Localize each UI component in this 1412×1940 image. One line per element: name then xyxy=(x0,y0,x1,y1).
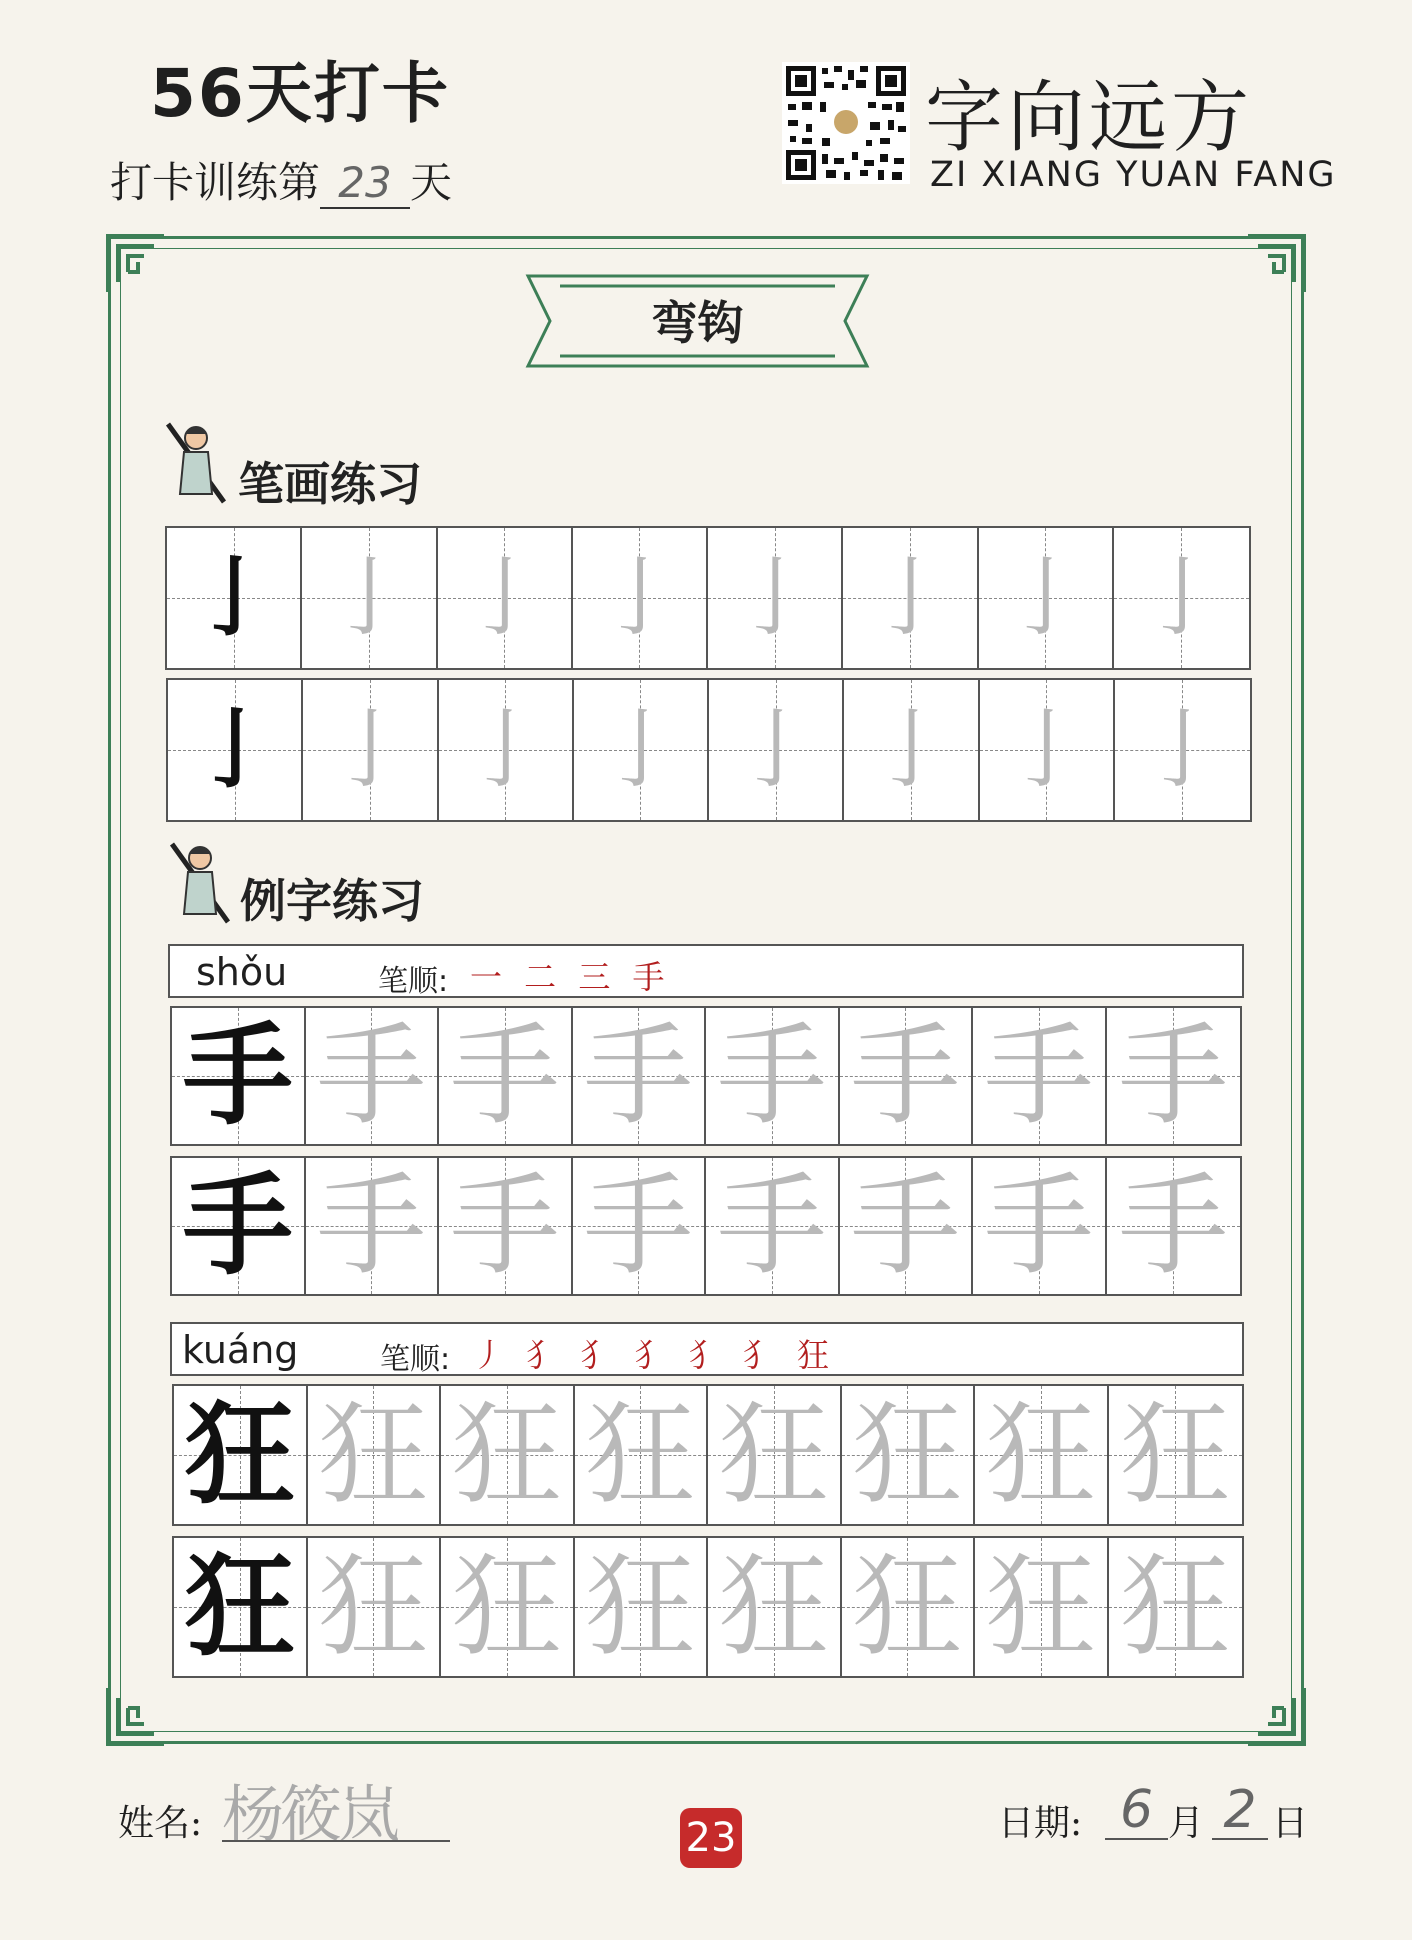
practice-cell-trace[interactable] xyxy=(1114,528,1249,668)
practice-cell-trace[interactable] xyxy=(973,1008,1107,1144)
trace-char: 狂 xyxy=(718,1391,829,1519)
stroke-order-sequence: 丿 犭 犭 犭 犭 犭 狂 xyxy=(472,1336,836,1374)
trace-stroke: 亅 xyxy=(866,548,953,648)
practice-cell-trace[interactable] xyxy=(439,1008,573,1144)
trace-char: 狂 xyxy=(985,1543,1096,1671)
practice-cell-trace[interactable] xyxy=(1109,1538,1243,1676)
trace-char: 狂 xyxy=(585,1391,696,1519)
practice-cell-trace[interactable] xyxy=(308,1538,442,1676)
date-day-field[interactable]: 2 xyxy=(1223,1780,1257,1840)
practice-cell-trace[interactable] xyxy=(708,1538,842,1676)
trace-char: 手 xyxy=(850,1162,961,1290)
trace-char: 手 xyxy=(583,1012,694,1140)
day-suffix: 天 xyxy=(410,158,453,207)
trace-stroke: 亅 xyxy=(1139,700,1226,800)
practice-cell-model xyxy=(174,1538,308,1676)
practice-cell-trace[interactable] xyxy=(975,1538,1109,1676)
trace-stroke: 亅 xyxy=(1003,700,1090,800)
trace-stroke: 亅 xyxy=(597,700,684,800)
practice-cell-trace[interactable] xyxy=(573,1008,707,1144)
char-info-bar xyxy=(170,1322,1244,1376)
scholar-brush-icon xyxy=(162,420,232,504)
trace-char: 手 xyxy=(716,1162,827,1290)
date-label: 日期: xyxy=(998,1803,1083,1844)
worksheet-title: 56天打卡 xyxy=(150,55,450,132)
char-practice-row xyxy=(170,1006,1242,1146)
trace-char: 手 xyxy=(1118,1012,1229,1140)
practice-cell-trace[interactable] xyxy=(843,528,978,668)
trace-char: 狂 xyxy=(852,1391,963,1519)
date-month-underline xyxy=(1105,1838,1168,1840)
stroke-order-label: 笔顺: xyxy=(378,964,449,999)
page-number-badge: 23 xyxy=(680,1808,742,1868)
char-info-bar xyxy=(168,944,1244,998)
model-char: 狂 xyxy=(184,1390,295,1519)
model-char: 手 xyxy=(182,1011,293,1140)
char-practice-row xyxy=(172,1536,1244,1678)
check-in-day-line xyxy=(110,150,452,210)
stroke-order-label: 笔顺: xyxy=(380,1342,451,1377)
practice-cell-trace[interactable] xyxy=(842,1538,976,1676)
date-day-underline xyxy=(1212,1838,1268,1840)
practice-cell-model xyxy=(172,1008,306,1144)
trace-stroke: 亅 xyxy=(867,700,954,800)
trace-char: 手 xyxy=(716,1012,827,1140)
trace-stroke: 亅 xyxy=(732,700,819,800)
trace-char: 狂 xyxy=(451,1391,562,1519)
trace-char: 狂 xyxy=(1120,1391,1231,1519)
brand-name: 字向远方 xyxy=(925,73,1254,163)
practice-cell-trace[interactable] xyxy=(708,1386,842,1524)
stroke-practice-row xyxy=(165,526,1251,670)
char-practice-row xyxy=(170,1156,1242,1296)
lesson-title: 弯钩 xyxy=(651,296,744,350)
trace-char: 手 xyxy=(583,1162,694,1290)
practice-cell-trace[interactable] xyxy=(979,528,1114,668)
brand-name-pinyin: ZI XIANG YUAN FANG xyxy=(930,155,1337,195)
model-stroke: 亅 xyxy=(191,699,278,800)
trace-char: 狂 xyxy=(318,1543,429,1671)
practice-cell-trace[interactable] xyxy=(302,528,437,668)
trace-char: 手 xyxy=(316,1162,427,1290)
practice-cell-trace[interactable] xyxy=(1109,1386,1243,1524)
practice-cell-trace[interactable] xyxy=(306,1008,440,1144)
practice-cell-model xyxy=(174,1386,308,1524)
trace-char: 手 xyxy=(449,1162,560,1290)
practice-cell-model xyxy=(167,528,302,668)
trace-char: 狂 xyxy=(985,1391,1096,1519)
trace-char: 狂 xyxy=(318,1391,429,1519)
practice-cell-trace[interactable] xyxy=(438,528,573,668)
practice-cell-trace[interactable] xyxy=(306,1158,440,1294)
practice-cell-trace[interactable] xyxy=(709,680,844,820)
name-label: 姓名: xyxy=(118,1803,203,1844)
trace-stroke: 亅 xyxy=(596,548,683,648)
pinyin-label: shǒu xyxy=(196,950,288,994)
trace-char: 狂 xyxy=(585,1543,696,1671)
practice-cell-trace[interactable] xyxy=(573,528,708,668)
practice-cell-model xyxy=(172,1158,306,1294)
practice-cell-trace[interactable] xyxy=(708,528,843,668)
model-char: 手 xyxy=(182,1161,293,1290)
name-field-underline xyxy=(222,1840,450,1842)
practice-cell-trace[interactable] xyxy=(973,1158,1107,1294)
trace-char: 手 xyxy=(449,1012,560,1140)
practice-cell-trace[interactable] xyxy=(844,680,979,820)
trace-char: 手 xyxy=(983,1012,1094,1140)
practice-cell-trace[interactable] xyxy=(439,1158,573,1294)
practice-cell-trace[interactable] xyxy=(441,1386,575,1524)
trace-char: 手 xyxy=(983,1162,1094,1290)
practice-cell-trace[interactable] xyxy=(439,680,574,820)
stroke-practice-row xyxy=(166,678,1252,822)
char-practice-row xyxy=(172,1384,1244,1526)
trace-stroke: 亅 xyxy=(1138,548,1225,648)
day-suffix: 日 xyxy=(1272,1803,1309,1844)
practice-cell-trace[interactable] xyxy=(1107,1008,1241,1144)
trace-char: 狂 xyxy=(1120,1543,1231,1671)
day-prefix: 打卡训练第 xyxy=(110,158,321,207)
trace-stroke: 亅 xyxy=(731,548,818,648)
day-number-field[interactable]: 23 xyxy=(320,158,410,209)
practice-cell-trace[interactable] xyxy=(574,680,709,820)
trace-char: 狂 xyxy=(718,1543,829,1671)
practice-cell-trace[interactable] xyxy=(842,1386,976,1524)
practice-cell-trace[interactable] xyxy=(706,1008,840,1144)
practice-cell-trace[interactable] xyxy=(980,680,1115,820)
practice-cell-model xyxy=(168,680,303,820)
trace-stroke: 亅 xyxy=(461,548,548,648)
trace-stroke: 亅 xyxy=(325,548,412,648)
practice-cell-trace[interactable] xyxy=(840,1008,974,1144)
trace-char: 狂 xyxy=(451,1543,562,1671)
date-month-field[interactable]: 6 xyxy=(1119,1780,1154,1840)
practice-cell-trace[interactable] xyxy=(1115,680,1250,820)
practice-cell-trace[interactable] xyxy=(441,1538,575,1676)
stroke-practice-title: 笔画练习 xyxy=(238,457,422,511)
model-char: 狂 xyxy=(184,1542,295,1671)
trace-stroke: 亅 xyxy=(326,700,413,800)
trace-char: 手 xyxy=(1118,1162,1229,1290)
trace-stroke: 亅 xyxy=(462,700,549,800)
trace-char: 狂 xyxy=(852,1543,963,1671)
practice-cell-trace[interactable] xyxy=(575,1386,709,1524)
name-field-value[interactable]: 杨筱岚 xyxy=(222,1778,397,1851)
practice-cell-trace[interactable] xyxy=(303,680,438,820)
trace-char: 手 xyxy=(850,1012,961,1140)
practice-cell-trace[interactable] xyxy=(975,1386,1109,1524)
practice-cell-trace[interactable] xyxy=(706,1158,840,1294)
trace-char: 手 xyxy=(316,1012,427,1140)
practice-cell-trace[interactable] xyxy=(1107,1158,1241,1294)
practice-cell-trace[interactable] xyxy=(308,1386,442,1524)
model-stroke: 亅 xyxy=(190,547,277,648)
scholar-brush-icon xyxy=(166,840,236,924)
qr-code-icon xyxy=(782,62,910,184)
example-practice-title: 例字练习 xyxy=(240,874,424,928)
trace-stroke: 亅 xyxy=(1002,548,1089,648)
month-suffix: 月 xyxy=(1168,1803,1205,1844)
stroke-order-sequence: 一 二 三 手 xyxy=(470,958,671,996)
practice-cell-trace[interactable] xyxy=(575,1538,709,1676)
practice-cell-trace[interactable] xyxy=(840,1158,974,1294)
pinyin-label: kuáng xyxy=(182,1328,299,1372)
practice-cell-trace[interactable] xyxy=(573,1158,707,1294)
